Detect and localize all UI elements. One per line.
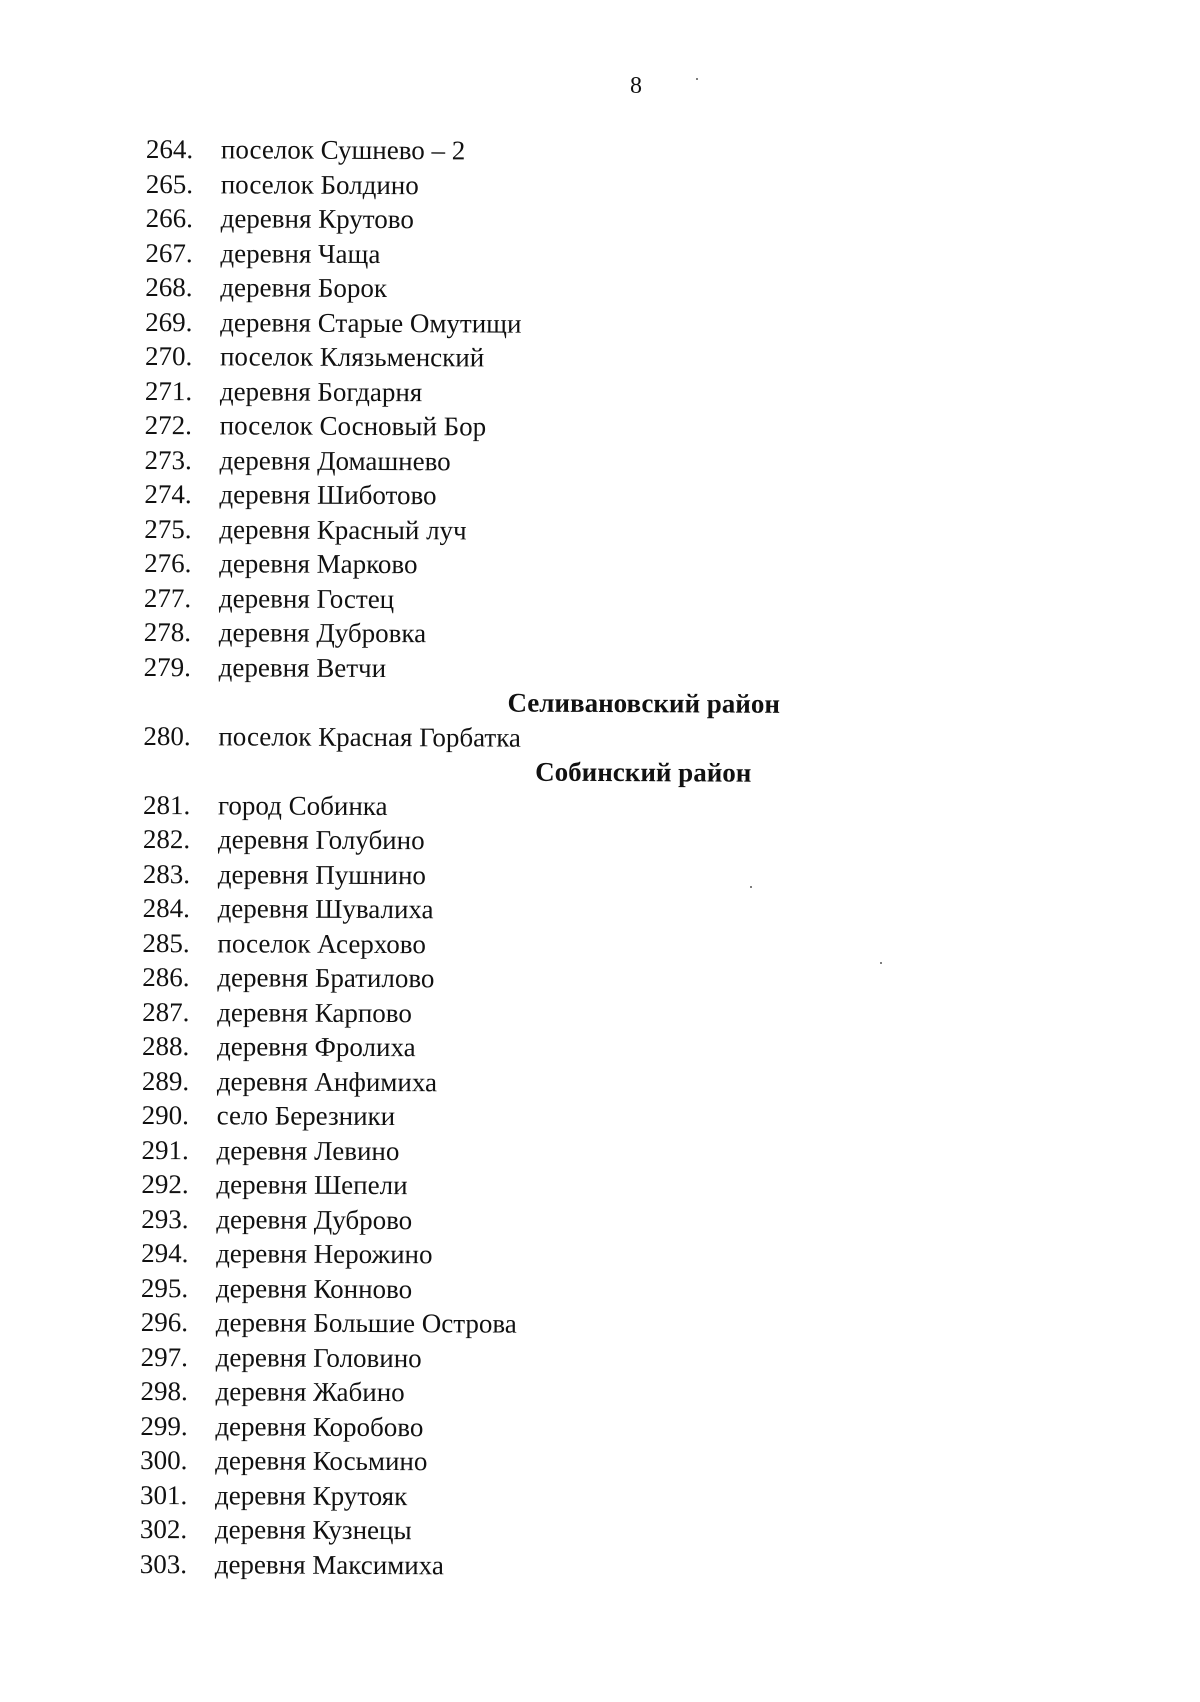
item-number: 286.: [142, 962, 190, 993]
list-item: [140, 1546, 960, 1584]
item-number: 297.: [140, 1341, 188, 1372]
item-number: 298.: [140, 1376, 188, 1407]
list-item: [143, 822, 963, 860]
item-number: 293.: [141, 1203, 189, 1234]
item-name: деревня Головино: [215, 1342, 422, 1373]
list-item: [145, 373, 965, 411]
list-item: [144, 477, 964, 515]
item-name: деревня Шепели: [216, 1169, 408, 1201]
list-item: [143, 787, 963, 825]
item-name: деревня Чаща: [220, 238, 381, 269]
item-number: 288.: [141, 1031, 190, 1062]
item-name: деревня Красный луч: [219, 514, 467, 546]
item-name: село Березники: [216, 1100, 396, 1132]
list-item: [140, 1443, 960, 1481]
item-number: 280.: [143, 720, 191, 751]
item-number: 303.: [139, 1548, 188, 1579]
list-item: [142, 1098, 962, 1136]
item-name: деревня Нерожино: [216, 1238, 433, 1270]
item-number: 285.: [142, 927, 190, 958]
item-number: 269.: [145, 306, 193, 337]
item-number: 299.: [140, 1410, 188, 1441]
item-name: деревня Старые Омутищи: [220, 307, 522, 339]
item-number: 282.: [142, 824, 191, 855]
item-number: 270.: [144, 341, 193, 372]
list-item: [141, 1236, 961, 1274]
list-item: [143, 891, 963, 929]
item-number: 300.: [140, 1445, 188, 1476]
item-name: деревня Левино: [216, 1135, 400, 1166]
item-number: 290.: [141, 1100, 190, 1131]
item-number: 291.: [141, 1134, 189, 1165]
item-name: деревня Карпово: [217, 997, 412, 1028]
item-number: 264.: [145, 134, 194, 165]
list-item: [144, 442, 964, 480]
item-number: 265.: [145, 168, 194, 199]
item-number: 284.: [142, 893, 190, 924]
list-item: [146, 132, 966, 170]
item-number: 283.: [142, 858, 191, 889]
list-item: [141, 1132, 961, 1170]
list-item: [144, 511, 964, 549]
list-item: [145, 408, 965, 446]
item-number: 278.: [143, 617, 192, 648]
section-heading-selivanovsky: Селивановский район: [507, 687, 781, 719]
item-name: деревня Борок: [220, 272, 388, 304]
entry-group-b: [143, 718, 963, 756]
list-item: [141, 1305, 961, 1343]
list-item: [141, 1167, 961, 1205]
list-item: [144, 546, 964, 584]
item-number: 266.: [145, 203, 193, 234]
item-name: деревня Крутово: [220, 203, 414, 235]
item-name: деревня Конново: [215, 1273, 413, 1304]
list-item: [143, 718, 963, 756]
item-name: поселок Сосновый Бор: [219, 410, 487, 442]
item-name: поселок Асерхово: [217, 928, 426, 959]
item-name: деревня Анфимиха: [216, 1066, 438, 1098]
section-heading-sobinsky: Собинский район: [535, 756, 752, 788]
item-name: деревня Крутояк: [214, 1480, 408, 1511]
item-name: деревня Дубровка: [218, 617, 427, 649]
item-number: 295.: [140, 1272, 189, 1303]
item-number: 274.: [144, 479, 192, 510]
scan-speck: [696, 78, 698, 80]
list-item: [145, 235, 965, 273]
item-name: деревня Богдарня: [219, 376, 423, 407]
item-number: 272.: [144, 410, 193, 441]
list-item: [146, 166, 966, 204]
list-item: [145, 270, 965, 308]
item-name: поселок Болдино: [220, 169, 419, 200]
item-number: 292.: [141, 1169, 189, 1200]
page-number: 8: [630, 73, 642, 99]
list-item: [140, 1477, 960, 1515]
list-item: [140, 1408, 960, 1446]
item-name: деревня Голубино: [217, 824, 425, 856]
list-item: [144, 580, 964, 618]
entry-group-a: [144, 132, 966, 688]
item-name: деревня Коробово: [215, 1411, 424, 1442]
item-number: 277.: [143, 582, 192, 613]
item-number: 275.: [144, 513, 192, 544]
settlement-list: [140, 132, 966, 1585]
entry-group-c: [140, 787, 963, 1584]
item-name: деревня Ветчи: [218, 652, 387, 683]
list-item: [140, 1512, 960, 1550]
item-name: поселок Сушнево – 2: [220, 134, 466, 166]
item-number: 271.: [144, 375, 193, 406]
item-name: деревня Шувалиха: [217, 893, 434, 925]
item-name: город Собинка: [217, 790, 388, 821]
item-number: 267.: [145, 237, 193, 268]
item-number: 268.: [145, 272, 193, 303]
item-name: деревня Большие Острова: [215, 1307, 517, 1339]
item-name: деревня Фролиха: [216, 1031, 416, 1063]
item-name: поселок Клязьменский: [219, 341, 485, 373]
list-item: [146, 201, 966, 239]
list-item: [144, 615, 964, 653]
item-name: деревня Косьмино: [215, 1445, 428, 1477]
item-number: 281.: [142, 789, 191, 820]
item-name: деревня Марково: [219, 548, 418, 580]
item-number: 294.: [141, 1238, 189, 1269]
list-item: [141, 1270, 961, 1308]
list-item: [141, 1339, 961, 1377]
list-item: [144, 649, 964, 687]
item-number: 296.: [140, 1307, 189, 1338]
list-item: [142, 925, 962, 963]
item-name: деревня Дуброво: [216, 1204, 413, 1235]
list-item: [142, 1063, 962, 1101]
item-number: 302.: [139, 1514, 188, 1545]
list-item: [145, 339, 965, 377]
item-name: деревня Максимиха: [214, 1549, 444, 1581]
list-item: [141, 1201, 961, 1239]
item-number: 279.: [143, 651, 191, 682]
item-name: деревня Домашнево: [219, 445, 451, 477]
item-name: деревня Пушнино: [217, 859, 427, 890]
list-item: [143, 856, 963, 894]
item-name: деревня Жабино: [215, 1376, 405, 1408]
list-item: [145, 304, 965, 342]
item-number: 276.: [144, 548, 192, 579]
item-number: 289.: [141, 1065, 190, 1096]
item-name: деревня Шиботово: [219, 479, 437, 511]
item-number: 301.: [139, 1479, 188, 1510]
list-item: [142, 1029, 962, 1067]
item-number: 287.: [142, 996, 190, 1027]
list-item: [142, 994, 962, 1032]
list-item: [140, 1374, 960, 1412]
item-name: поселок Красная Горбатка: [218, 721, 522, 753]
item-name: деревня Гостец: [218, 583, 395, 614]
item-name: деревня Братилово: [217, 962, 435, 994]
item-number: 273.: [144, 444, 192, 475]
list-item: [142, 960, 962, 998]
item-name: деревня Кузнецы: [214, 1514, 412, 1546]
